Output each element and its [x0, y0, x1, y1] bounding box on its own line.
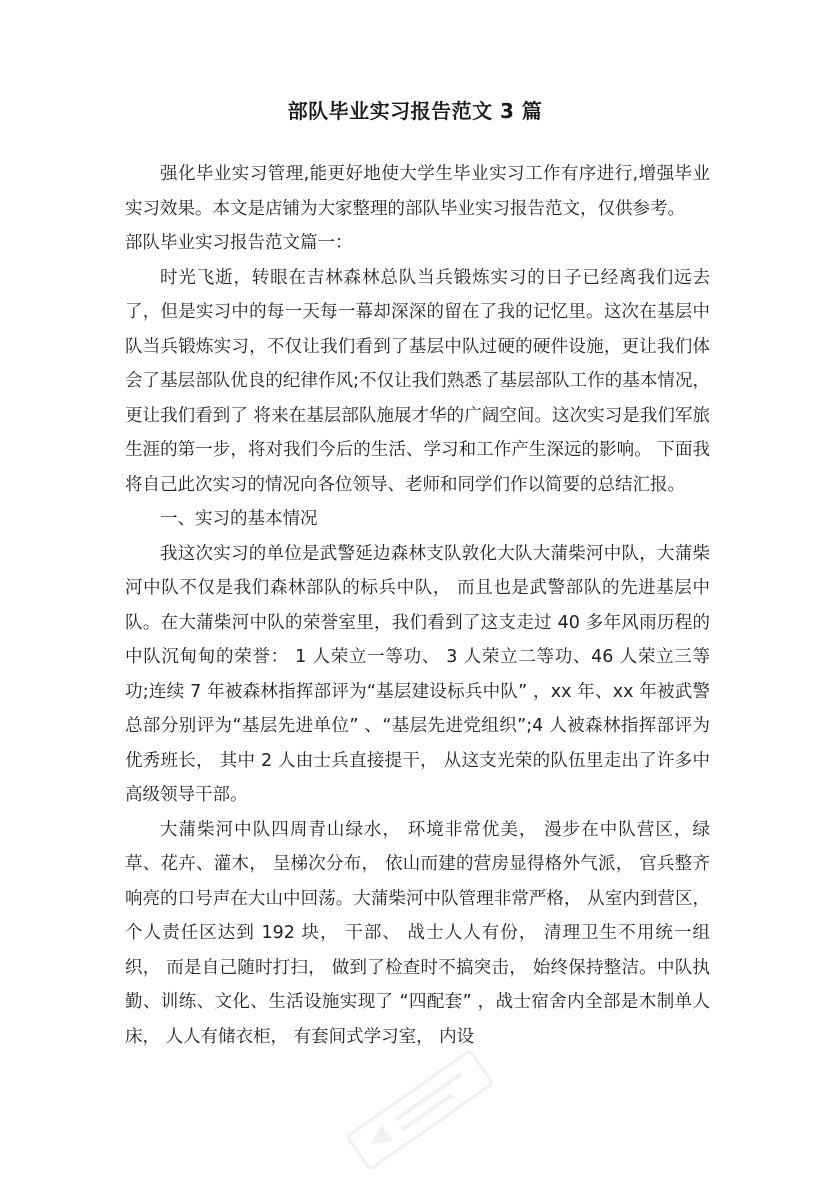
document-title: 部队毕业实习报告范文 3 篇 — [287, 99, 543, 123]
subheading: 一、实习的基本情况 — [160, 509, 318, 529]
document-body — [125, 157, 710, 1054]
section-heading: 部队毕业实习报告范文篇一： — [125, 233, 353, 253]
intro-paragraph: 强化毕业实习管理,能更好地使大学生毕业实习工作有序进行,增强毕业实习效果。本文是店铺为大家整理的部队毕业实习报告范文，仅供参考。 — [125, 164, 710, 219]
body-paragraph-1: 时光飞逝，转眼在吉林森林总队当兵锻炼实习的日子已经离我们远去了，但是实习中的每一天每一幕却深深的留在了我的记忆里。这次在基层中队当兵锻炼实习，不仅让我们看到了基层中队过硬的硬件设施，更让我们体会了基层部队优良的纪律作风;不仅让我们熟悉了基层部队工作的基本情况，更让我们看到了 将来在基层部队施展才华的广阔空间。这次实习是我们军旅生涯的第一步，将对我们今后的生活、学习和工作产生深远的影响。 下面我将自己此次实习的情况向各位领导、老师和同学们作以简要的总结汇报。 — [125, 267, 710, 495]
body-paragraph-2: 我这次实习的单位是武警延边森林支队敦化大队大蒲柴河中队，大蒲柴河中队不仅是我们森林部队的标兵中队， 而且也是武警部队的先进基层中队。在大蒲柴河中队的荣誉室里，我们看到了这支走过 40 多年风雨历程的中队沉甸甸的荣誉： 1 人荣立一等功、 3 人荣立二等功、46 人荣立三等功;连续 7 年被森林指挥部评为“基层建设标兵中队” ，xx 年、xx 年被武警总部分别评为“基层先进单位” 、“基层先进党组织”;4 人被森林指挥部评为优秀班长， 其中 2 人由士兵直接提干， 从这支光荣的队伍里走出了许多中高级领导干部。 — [125, 543, 710, 805]
body-paragraph-3: 大蒲柴河中队四周青山绿水， 环境非常优美， 漫步在中队营区，绿草、花卉、灌木， 呈梯次分布， 依山而建的营房显得格外气派， 官兵整齐响亮的口号声在大山中回荡。大蒲柴河中队管理非常严格， 从室内到营区， 个人责任区达到 192 块， 干部、 战士人人有份， 清理卫生不用统一组织， 而是自己随时打扫， 做到了检查时不搞突击， 始终保持整洁。中队执勤、训练、文化、生活设施实现了 “四配套” ，战士宿舍内全部是木制单人床， 人人有储衣柜， 有套间式学习室， 内设 — [125, 819, 710, 1047]
watermark-icon — [337, 1040, 502, 1180]
